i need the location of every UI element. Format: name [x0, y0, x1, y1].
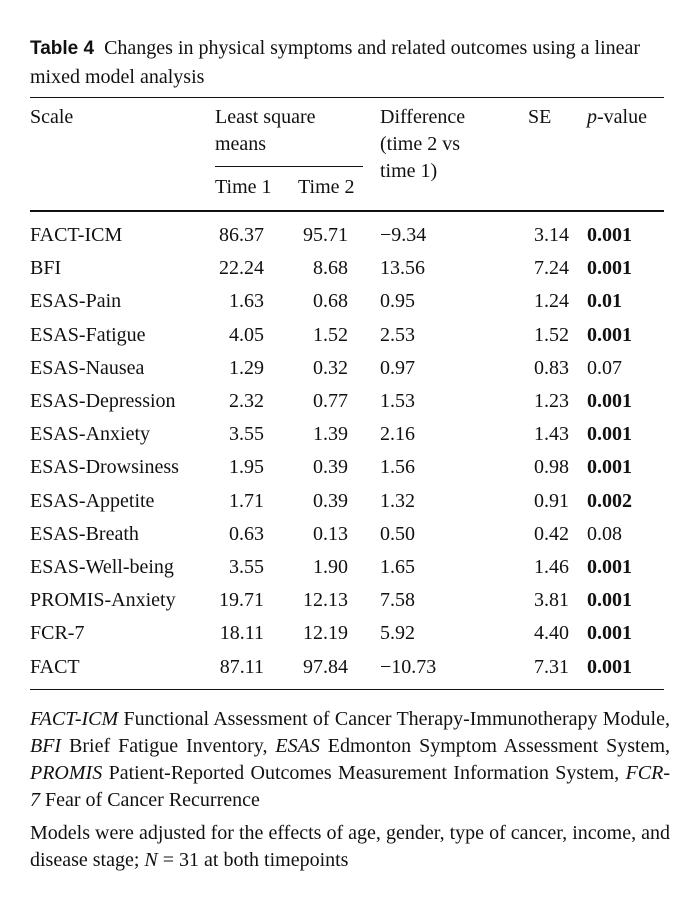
time2-cell: 1.90 — [313, 556, 348, 578]
p-value-cell: 0.001 — [587, 224, 632, 246]
time2-cell: 1.52 — [313, 324, 348, 346]
difference-cell: 2.53 — [380, 324, 415, 346]
scale-cell: ESAS-Drowsiness — [30, 456, 179, 478]
time1-cell: 87.11 — [219, 656, 264, 678]
time2-cell: 8.68 — [313, 257, 348, 279]
scale-cell: ESAS-Breath — [30, 523, 139, 545]
difference-cell: 7.58 — [380, 589, 415, 611]
difference-cell: 5.92 — [380, 622, 415, 644]
scale-cell: BFI — [30, 257, 62, 279]
header-time2: Time 2 — [298, 176, 355, 198]
header-rule — [30, 210, 664, 212]
scale-cell: ESAS-Nausea — [30, 357, 145, 379]
header-lsm-line1: Least square — [215, 106, 316, 128]
se-cell: 0.91 — [534, 490, 569, 512]
time2-cell: 0.32 — [313, 357, 348, 379]
scale-cell: ESAS-Anxiety — [30, 423, 150, 445]
p-value-cell: 0.001 — [587, 423, 632, 445]
difference-cell: 0.95 — [380, 290, 415, 312]
table-number: Table 4 — [30, 38, 95, 59]
se-cell: 1.23 — [534, 390, 569, 412]
footnote-definition: Fear of Cancer Recurrence — [40, 789, 260, 811]
time1-cell: 0.63 — [229, 523, 264, 545]
scale-cell: PROMIS-Anxiety — [30, 589, 176, 611]
p-value-cell: 0.08 — [587, 523, 622, 545]
se-cell: 3.14 — [534, 224, 569, 246]
time1-cell: 19.71 — [219, 589, 264, 611]
difference-cell: −9.34 — [380, 224, 427, 246]
time1-cell: 1.63 — [229, 290, 264, 312]
footnote-abbreviations — [30, 706, 670, 814]
p-value-cell: 0.001 — [587, 656, 632, 678]
se-cell: 1.46 — [534, 556, 569, 578]
scale-cell: ESAS-Appetite — [30, 490, 155, 512]
p-value-cell: 0.002 — [587, 490, 632, 512]
se-cell: 7.31 — [534, 656, 569, 678]
time2-cell: 97.84 — [303, 656, 348, 678]
footnote-abbr: FACT-ICM — [30, 708, 119, 730]
footnote-n-rest: = 31 at both timepoints — [157, 849, 349, 871]
header-time1: Time 1 — [215, 176, 272, 198]
scale-cell: ESAS-Pain — [30, 290, 122, 312]
footnote-abbr: PROMIS — [30, 762, 103, 784]
time1-cell: 1.95 — [229, 456, 264, 478]
difference-cell: 0.50 — [380, 523, 415, 545]
p-value-cell: 0.001 — [587, 589, 632, 611]
footnote-abbr: ESAS — [275, 735, 320, 757]
scale-cell: ESAS-Fatigue — [30, 324, 146, 346]
difference-cell: 1.53 — [380, 390, 415, 412]
time2-cell: 12.19 — [303, 622, 348, 644]
difference-cell: 1.56 — [380, 456, 415, 478]
footnote-definition: Functional Assessment of Cancer Therapy-Immunotherapy Module, — [118, 708, 670, 730]
footnote-abbr: FCR-7 — [30, 762, 670, 811]
p-value-cell: 0.001 — [587, 456, 632, 478]
p-value-cell: 0.001 — [587, 324, 632, 346]
p-value-cell: 0.001 — [587, 622, 632, 644]
header-diff-line1: Difference — [380, 106, 466, 128]
time1-cell: 4.05 — [229, 324, 264, 346]
scale-cell: FACT — [30, 656, 80, 678]
footnote-models — [30, 820, 670, 874]
difference-cell: 0.97 — [380, 357, 415, 379]
table-caption — [30, 34, 670, 91]
bottom-rule — [30, 689, 664, 690]
time2-cell: 12.13 — [303, 589, 348, 611]
header-diff-line3: time 1) — [380, 160, 438, 182]
time2-cell: 0.77 — [313, 390, 348, 412]
difference-cell: 1.32 — [380, 490, 415, 512]
difference-cell: 13.56 — [380, 257, 425, 279]
footnote-definition: Edmonton Symptom Assessment System, — [319, 735, 670, 757]
se-cell: 3.81 — [534, 589, 569, 611]
header-lsm-line2: means — [215, 133, 267, 155]
footnote-n-var: N — [144, 849, 158, 871]
se-cell: 0.98 — [534, 456, 569, 478]
difference-cell: 2.16 — [380, 423, 415, 445]
time2-cell: 0.68 — [313, 290, 348, 312]
scale-cell: FCR-7 — [30, 622, 85, 644]
time1-cell: 86.37 — [219, 224, 264, 246]
p-value-cell: 0.01 — [587, 290, 622, 312]
time2-cell: 95.71 — [303, 224, 348, 246]
footnote-abbr: BFI — [30, 735, 62, 757]
header-diff-line2: (time 2 vs — [380, 133, 460, 155]
header-p-suffix: -value — [597, 106, 647, 128]
table-title: Changes in physical symptoms and related outcomes using a linear mixed model analysis — [30, 37, 641, 88]
time1-cell: 1.29 — [229, 357, 264, 379]
top-rule — [30, 97, 664, 98]
difference-cell: 1.65 — [380, 556, 415, 578]
footnote-definition: Patient-Reported Outcomes Measurement Information System, — [102, 762, 626, 784]
time1-cell: 3.55 — [229, 423, 264, 445]
header-scale: Scale — [30, 106, 74, 128]
footnote-definition: Brief Fatigue Inventory, — [61, 735, 276, 757]
se-cell: 7.24 — [534, 257, 569, 279]
lsm-spanner-rule — [215, 166, 363, 167]
se-cell: 1.43 — [534, 423, 569, 445]
se-cell: 0.42 — [534, 523, 569, 545]
time2-cell: 0.39 — [313, 456, 348, 478]
time1-cell: 22.24 — [219, 257, 264, 279]
se-cell: 1.52 — [534, 324, 569, 346]
difference-cell: −10.73 — [380, 656, 437, 678]
scale-cell: FACT-ICM — [30, 224, 123, 246]
time2-cell: 0.39 — [313, 490, 348, 512]
time1-cell: 2.32 — [229, 390, 264, 412]
scale-cell: ESAS-Well-being — [30, 556, 174, 578]
se-cell: 4.40 — [534, 622, 569, 644]
time2-cell: 1.39 — [313, 423, 348, 445]
p-value-cell: 0.001 — [587, 390, 632, 412]
scale-cell: ESAS-Depression — [30, 390, 176, 412]
p-value-cell: 0.07 — [587, 357, 622, 379]
p-value-cell: 0.001 — [587, 556, 632, 578]
se-cell: 0.83 — [534, 357, 569, 379]
time1-cell: 3.55 — [229, 556, 264, 578]
time1-cell: 1.71 — [229, 490, 264, 512]
header-p-italic: p — [587, 106, 597, 128]
footnote-models-text: Models were adjusted for the effects of age, gender, type of cancer, income, and disease stage; — [30, 822, 670, 871]
time2-cell: 0.13 — [313, 523, 348, 545]
p-value-cell: 0.001 — [587, 257, 632, 279]
header-p-value — [587, 104, 647, 131]
time1-cell: 18.11 — [219, 622, 264, 644]
header-se: SE — [528, 106, 552, 128]
se-cell: 1.24 — [534, 290, 569, 312]
